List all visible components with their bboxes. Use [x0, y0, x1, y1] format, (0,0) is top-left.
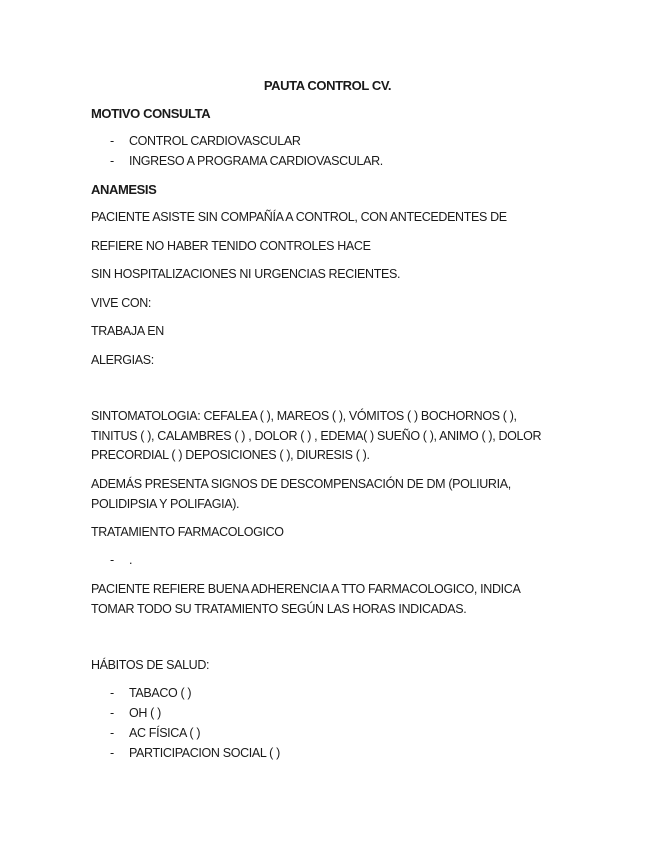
- descompensacion-paragraph: ADEMÁS PRESENTA SIGNOS DE DESCOMPENSACIÓN DE DM (POLIURIA, POLIDIPSIA Y POLIFAGIA).: [91, 477, 511, 511]
- anamnesis-line: REFIERE NO HABER TENIDO CONTROLES HACE: [91, 239, 371, 253]
- list-item: [110, 746, 280, 760]
- anamnesis-heading: ANAMESIS: [91, 182, 157, 197]
- habito-item: TABACO ( ): [129, 686, 192, 700]
- alergias-label: ALERGIAS:: [91, 353, 154, 367]
- bullet-dash: -: [110, 706, 114, 720]
- document-title: PAUTA CONTROL CV.: [263, 78, 392, 93]
- motivo-heading: MOTIVO CONSULTA: [91, 106, 211, 121]
- list-item: [110, 553, 132, 567]
- bullet-dash: -: [110, 686, 114, 700]
- habito-item: PARTICIPACION SOCIAL ( ): [129, 746, 280, 760]
- trabaja-en-label: TRABAJA EN: [91, 324, 164, 338]
- adherencia-paragraph: PACIENTE REFIERE BUENA ADHERENCIA A TTO FARMACOLOGICO, INDICA TOMAR TODO SU TRATAMIENTO SEGÚN LAS HORAS INDICADAS.: [91, 582, 520, 616]
- bullet-dash: -: [110, 726, 114, 740]
- habito-item: OH ( ): [129, 706, 161, 720]
- list-item: [110, 134, 301, 148]
- bullet-dash: -: [110, 134, 114, 148]
- sintomatologia-paragraph: SINTOMATOLOGIA: CEFALEA ( ), MAREOS ( ), VÓMITOS ( ) BOCHORNOS ( ), TINITUS ( ), CALAMBRES ( ) , DOLOR ( ) , EDEMA( ) SUEÑO ( ), ANIMO ( ), DOLOR PRECORDIAL ( ) DEPOSICIONES ( ), DIURESIS ( ).: [91, 409, 542, 462]
- motivo-item: CONTROL CARDIOVASCULAR: [129, 134, 301, 148]
- bullet-dash: -: [110, 154, 114, 168]
- motivo-item: INGRESO A PROGRAMA CARDIOVASCULAR.: [129, 154, 383, 168]
- bullet-dash: -: [110, 553, 114, 567]
- habitos-heading: HÁBITOS DE SALUD:: [91, 658, 210, 672]
- vive-con-label: VIVE CON:: [91, 296, 152, 310]
- list-item: [110, 706, 161, 720]
- anamnesis-line: PACIENTE ASISTE SIN COMPAÑÍA A CONTROL, CON ANTECEDENTES DE: [91, 210, 507, 224]
- list-item: [110, 686, 191, 700]
- tratamiento-item: .: [129, 553, 133, 567]
- bullet-dash: -: [110, 746, 114, 760]
- list-item: [110, 154, 383, 168]
- habito-item: AC FÍSICA ( ): [129, 726, 201, 740]
- list-item: [110, 726, 200, 740]
- anamnesis-line: SIN HOSPITALIZACIONES NI URGENCIAS RECIENTES.: [91, 267, 401, 281]
- tratamiento-heading: TRATAMIENTO FARMACOLOGICO: [91, 525, 284, 539]
